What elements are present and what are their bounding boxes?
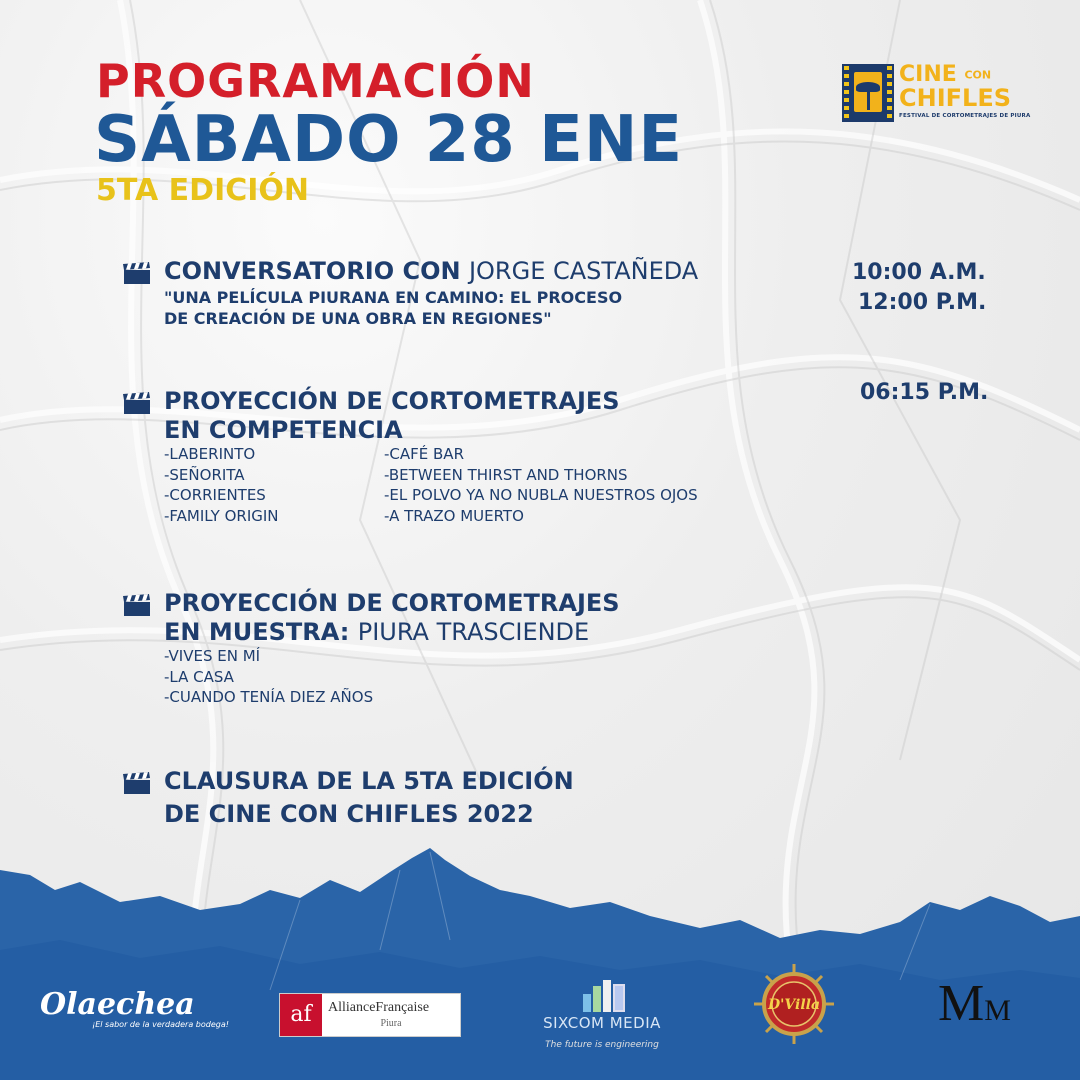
olaechea-tagline: ¡El sabor de la verdadera bodega! <box>92 1020 229 1029</box>
logo-chifles: CHIFLES <box>899 84 1011 112</box>
event-time-start: 10:00 A.M. <box>852 260 986 285</box>
sixcom-tagline: The future is engineering <box>545 1040 659 1050</box>
dvilla-wordmark: D'Villa <box>767 997 821 1013</box>
event-title-line2: EN COMPETENCIA <box>164 416 403 444</box>
sponsor-sixcom-media-logo <box>532 978 672 1058</box>
sponsor-alliance-francaise-logo <box>279 993 461 1037</box>
clapperboard-icon <box>122 262 152 284</box>
event-time: 06:15 P.M. <box>860 380 989 405</box>
event-title-line2: EN MUESTRA: PIURA TRASCIENDE <box>164 618 590 646</box>
heading-edition: 5TA EDICIÓN <box>96 173 310 208</box>
sponsor-olaechea-logo <box>40 987 229 1040</box>
film-list-muestra <box>164 646 373 708</box>
list-item: -BETWEEN THIRST AND THORNS <box>384 465 628 484</box>
event-time-end: 12:00 P.M. <box>858 290 987 315</box>
list-item: -EL POLVO YA NO NUBLA NUESTROS OJOS <box>384 486 698 504</box>
list-item: -CAFÉ BAR <box>384 445 464 463</box>
alliance-city: Piura <box>380 1018 402 1029</box>
sixcom-name: SIXCOM MEDIA <box>543 1014 661 1032</box>
list-item: -SEÑORITA <box>164 465 245 484</box>
logo-tagline: FESTIVAL DE CORTOMETRAJES DE PIURA <box>899 113 1031 119</box>
sixcom-bars-icon <box>577 978 627 1012</box>
film-list-competencia <box>164 444 698 526</box>
list-item: -CUANDO TENÍA DIEZ AÑOS <box>164 688 374 706</box>
alliance-badge: af <box>280 994 322 1036</box>
event-title-line1: PROYECCIÓN DE CORTOMETRAJES <box>164 387 620 415</box>
logo-line1: CINE CON <box>899 62 992 87</box>
olaechea-wordmark: Olaechea <box>40 987 195 1022</box>
mm-letter-small: M <box>984 994 1011 1027</box>
clapperboard-icon <box>122 392 152 414</box>
list-item: -LABERINTO <box>164 445 256 463</box>
event-title-line1: CLAUSURA DE LA 5TA EDICIÓN <box>164 767 574 795</box>
event-title-line2: DE CINE CON CHIFLES 2022 <box>164 800 534 828</box>
list-item: -A TRAZO MUERTO <box>384 506 524 525</box>
alliance-name: AllianceFrançaise <box>328 1000 430 1015</box>
list-item: -VIVES EN MÍ <box>164 647 261 665</box>
heading-programacion: PROGRAMACIÓN <box>96 54 535 108</box>
film-strip-tree-icon <box>842 64 894 122</box>
event-subtitle-line1: "UNA PELÍCULA PIURANA EN CAMINO: EL PROCESO <box>164 288 623 307</box>
event-title-line1: PROYECCIÓN DE CORTOMETRAJES <box>164 589 620 617</box>
event-title: CONVERSATORIO CON JORGE CASTAÑEDA <box>164 257 699 285</box>
list-item: -CORRIENTES <box>164 486 266 504</box>
heading-date: SÁBADO 28 ENE <box>94 103 684 177</box>
cine-con-chifles-logo <box>842 62 1031 124</box>
clapperboard-icon <box>122 594 152 616</box>
list-item: -FAMILY ORIGIN <box>164 506 279 525</box>
film-list-column-2 <box>384 444 698 526</box>
sponsor-mm-logo <box>938 975 1011 1032</box>
list-item: -LA CASA <box>164 667 234 686</box>
mm-letter-big: M <box>938 975 985 1032</box>
sponsor-dvilla-logo <box>752 962 836 1046</box>
event-subtitle-line2: DE CREACIÓN DE UNA OBRA EN REGIONES" <box>164 309 552 328</box>
clapperboard-icon <box>122 772 152 794</box>
